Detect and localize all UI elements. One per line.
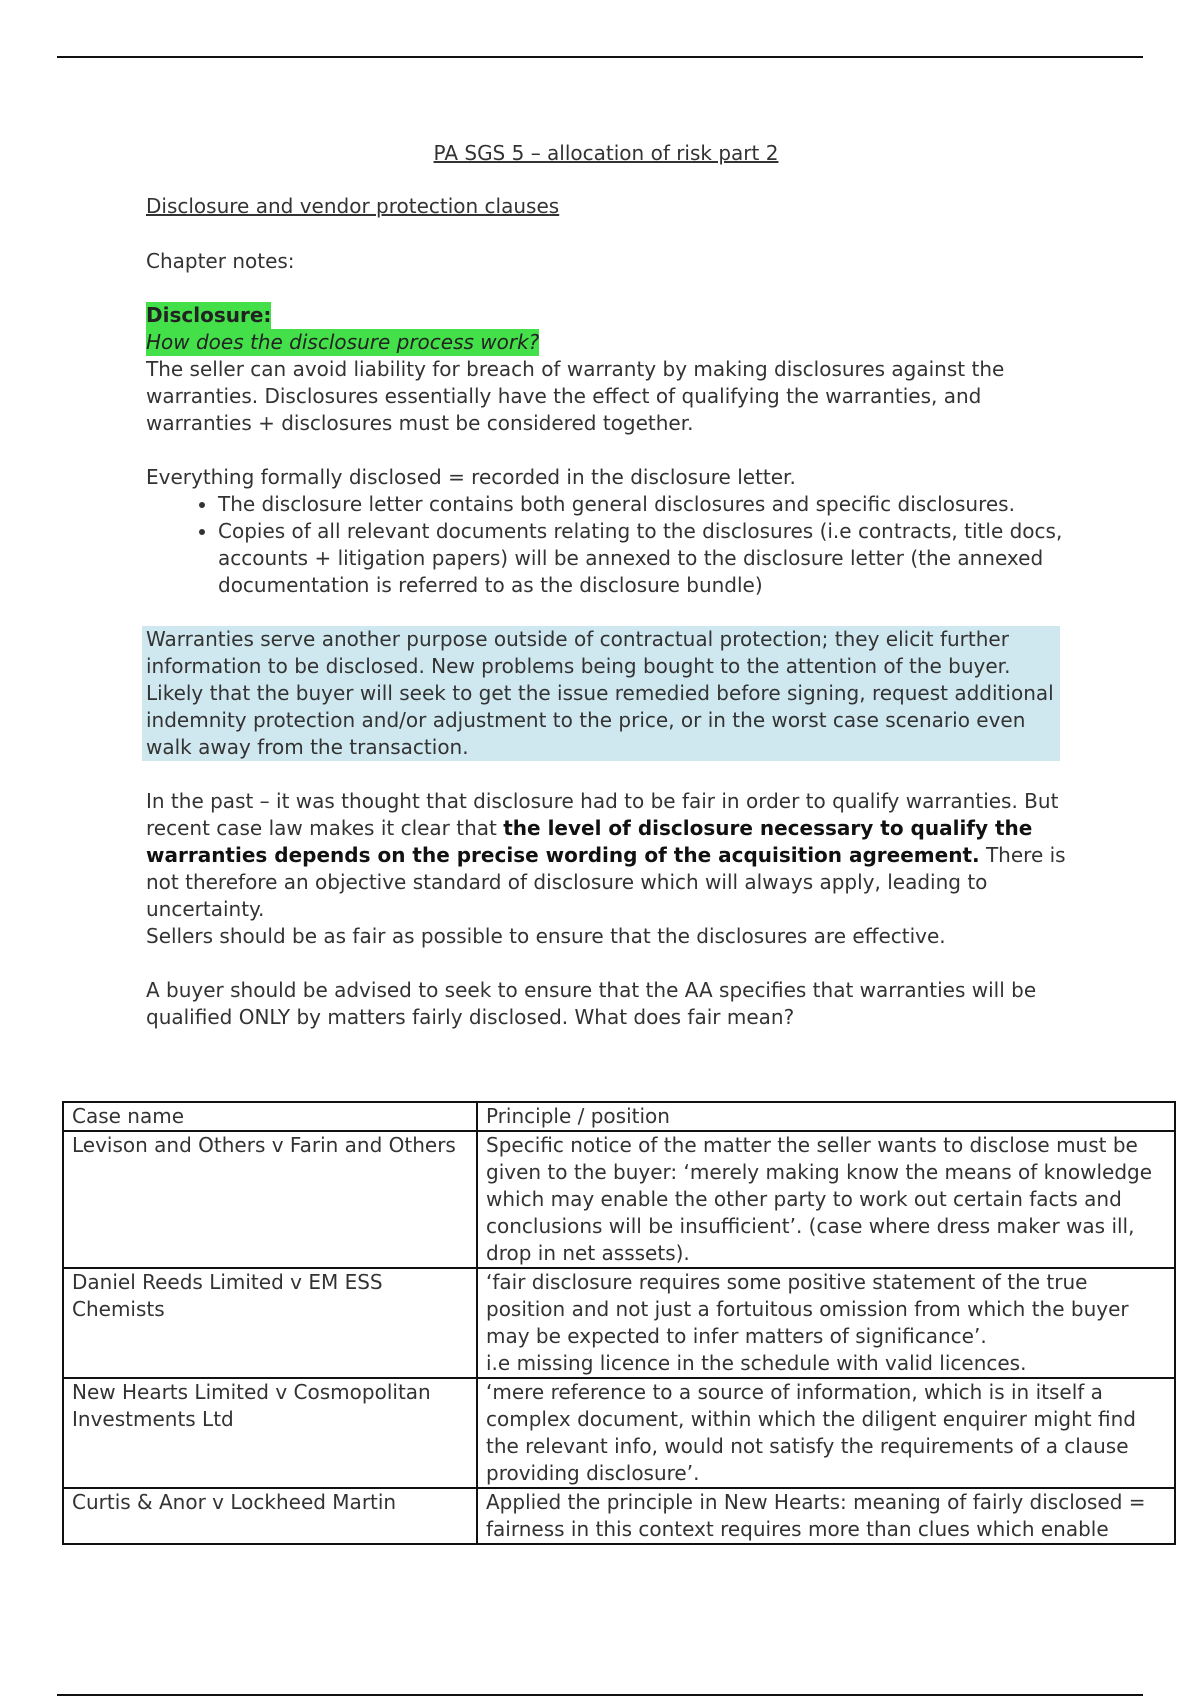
page-title: PA SGS 5 – allocation of risk part 2 [433, 141, 779, 165]
case-name-cell: Levison and Others v Farin and Others [63, 1131, 477, 1268]
disclosure-paragraph-2: Everything formally disclosed = recorded in the disclosure letter. [146, 465, 796, 489]
section-subtitle: Disclosure and vendor protection clauses [146, 194, 560, 218]
case-name-cell: Curtis & Anor v Lockheed Martin [63, 1488, 477, 1544]
header-case-name: Case name [63, 1102, 477, 1131]
principle-cell: ‘mere reference to a source of information, which is in itself a complex document, within which the diligent enquirer might find the relevant info, would not satisfy the requirements of a clause providing disclosure’. [477, 1378, 1175, 1488]
disclosure-section [146, 302, 1066, 1031]
case-table [62, 1101, 1176, 1545]
sellers-paragraph: Sellers should be as fair as possible to ensure that the disclosures are effective. [146, 924, 946, 948]
disclosure-bullet-list [146, 491, 1066, 599]
past-para-bold: the level of disclosure necessary to qualify the warranties depends on the precise wording of the acquisition agreement. [146, 816, 1033, 867]
table-row [63, 1268, 1175, 1378]
disclosure-paragraph-1: The seller can avoid liability for breach of warranty by making disclosures against the warranties. Disclosures essentially have the effect of qualifying the warranties, and warranties + disclosures must be considered together. [146, 357, 1005, 435]
header-principle: Principle / position [477, 1102, 1175, 1131]
chapter-notes-label: Chapter notes: [146, 249, 295, 273]
table-row [63, 1131, 1175, 1268]
principle-cell: Applied the principle in New Hearts: meaning of fairly disclosed = fairness in this context requires more than clues which enable [477, 1488, 1175, 1544]
principle-cell: ‘fair disclosure requires some positive statement of the true position and not just a fortuitous omission from which the buyer may be expected to infer matters of significance’. i.e missing licence in the schedule with valid licences. [477, 1268, 1175, 1378]
warranties-highlight-paragraph: Warranties serve another purpose outside of contractual protection; they elicit further information to be disclosed. New problems being bought to the attention of the buyer. Likely that the buyer will seek to get the issue remedied before signing, request additional indemnity protection and/or adjustment to the price, or in the worst case scenario even walk away from the transaction. [142, 626, 1060, 761]
past-case-law-paragraph [146, 788, 1066, 923]
top-rule [57, 56, 1143, 58]
disclosure-heading: Disclosure: [146, 303, 272, 327]
list-item: • Copies of all relevant documents relating to the disclosures (i.e contracts, title docs, accounts + litigation papers) will be annexed to the disclosure letter (the annexed documentation is referred to as the disclosure bundle) [218, 518, 1066, 599]
bottom-rule [57, 1694, 1143, 1696]
disclosure-question: How does the disclosure process work? [146, 330, 540, 354]
past-para-start: In the past – it was thought that disclosure had to be fair in order to qualify warranties. But recent case law makes it clear that [146, 789, 1059, 840]
table-row [63, 1378, 1175, 1488]
past-para-end: There is not therefore an objective standard of disclosure which will always apply, leading to uncertainty. [146, 843, 1066, 921]
table-header-row [63, 1102, 1175, 1131]
list-item: • The disclosure letter contains both general disclosures and specific disclosures. [218, 491, 1066, 518]
buyer-advice-paragraph: A buyer should be advised to seek to ensure that the AA specifies that warranties will be qualified ONLY by matters fairly disclosed. What does fair mean? [146, 978, 1037, 1029]
case-name-cell: New Hearts Limited v Cosmopolitan Investments Ltd [63, 1378, 477, 1488]
document-body [146, 140, 1066, 1031]
principle-cell: Specific notice of the matter the seller wants to disclose must be given to the buyer: ‘merely making know the means of knowledge which may enable the other party to work out certain facts and conclusions will be insufficient’. (case where dress maker was ill, drop in net asssets). [477, 1131, 1175, 1268]
table-row [63, 1488, 1175, 1544]
case-name-cell: Daniel Reeds Limited v EM ESS Chemists [63, 1268, 477, 1378]
